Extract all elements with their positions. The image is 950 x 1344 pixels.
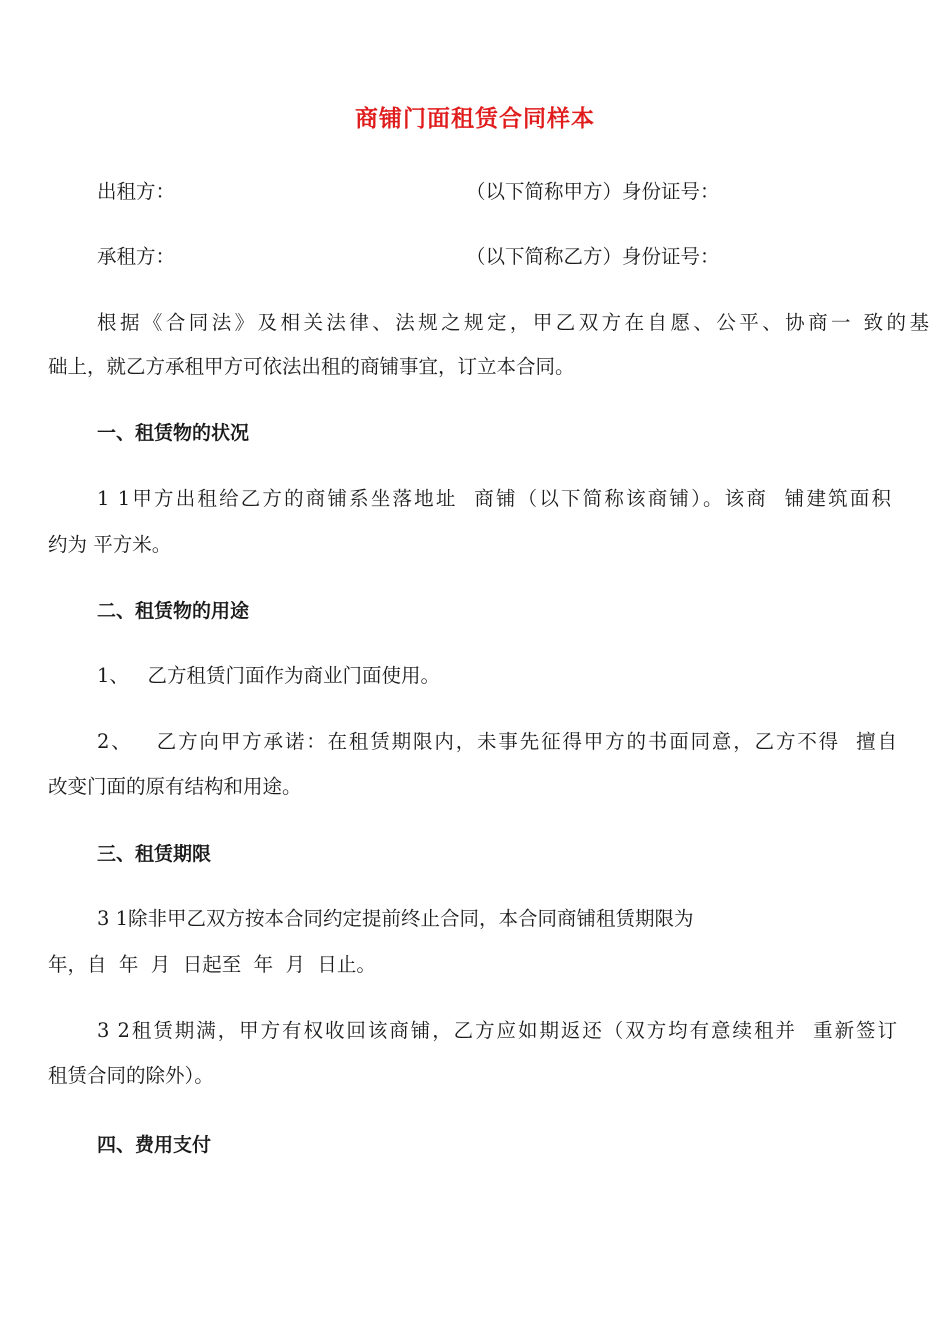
section-2-item-1: 1、 乙方租赁门面作为商业门面使用。 xyxy=(97,664,441,687)
section-2-heading: 二、租赁物的用途 xyxy=(97,600,250,622)
section-3-para-2-line-2: 租赁合同的除外）。 xyxy=(48,1064,214,1087)
section-2-item-2-line-2: 改变门面的原有结构和用途。 xyxy=(48,775,302,798)
lessor-id-label: （以下简称甲方）身份证号： xyxy=(466,180,720,203)
section-4-heading: 四、费用支付 xyxy=(97,1134,212,1156)
section-3-para-1-line-2: 年，自 年 月 日起至 年 月 日止。 xyxy=(48,953,376,976)
lessee-id-label: （以下简称乙方）身份证号： xyxy=(466,245,720,268)
section-3-heading: 三、租赁期限 xyxy=(97,843,212,865)
section-1-heading: 一、租赁物的状况 xyxy=(97,422,250,444)
preamble-line-1: 根据《合同法》及相关法律、法规之规定，甲乙双方在自愿、公平、协商一 致的基 xyxy=(97,311,929,334)
document-title: 商铺门面租赁合同样本 xyxy=(355,106,595,132)
section-3-para-2-line-1: 3 2租赁期满，甲方有权收回该商铺，乙方应如期返还（双方均有意续租并 重新签订 xyxy=(97,1019,897,1042)
preamble-line-2: 础上，就乙方承租甲方可依法出租的商铺事宜，订立本合同。 xyxy=(48,355,575,378)
lessee-label: 承租方： xyxy=(97,245,176,268)
section-3-para-1-line-1: 3 1除非甲乙双方按本合同约定提前终止合同，本合同商铺租赁期限为 xyxy=(97,907,694,930)
section-1-para-line-1: 1 1甲方出租给乙方的商铺系坐落地址 商铺（以下简称该商铺）。该商 铺建筑面积 xyxy=(97,487,891,510)
section-1-para-line-2: 约为 平方米。 xyxy=(48,533,172,556)
section-2-item-2-line-1: 2、 乙方向甲方承诺：在租赁期限内，未事先征得甲方的书面同意，乙方不得 擅自 xyxy=(97,730,897,753)
lessor-label: 出租方： xyxy=(97,180,176,203)
